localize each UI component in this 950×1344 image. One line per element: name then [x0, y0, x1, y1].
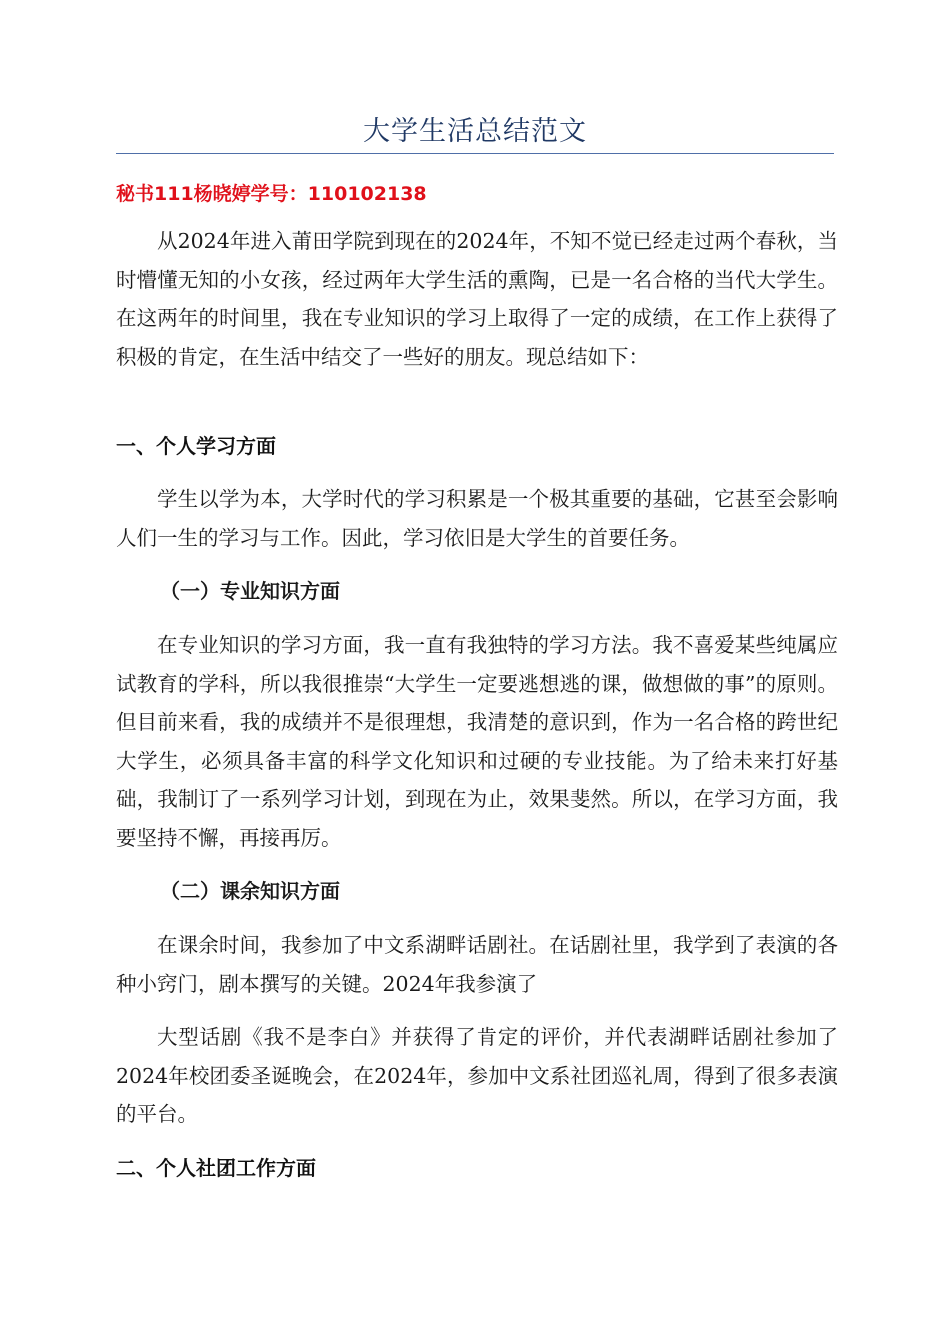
intro-paragraph: 从2024年进入莆田学院到现在的2024年，不知不觉已经走过两个春秋，当时懵懂无知的小女孩，经过两年大学生活的熏陶，已是一名合格的当代大学生。在这两年的时间里，我在专业知识的学习上取得了一定的成绩，在工作上获得了积极的肯定，在生活中结交了一些好的朋友。现总结如下： [116, 229, 838, 369]
subheading-professional: （一）专业知识方面 [160, 579, 340, 603]
document-title: 大学生活总结范文 [363, 116, 587, 147]
subheading-extracurricular: （二）课余知识方面 [160, 879, 340, 903]
professional-paragraph: 在专业知识的学习方面，我一直有我独特的学习方法。我不喜爱某些纯属应试教育的学科，所以我很推崇“大学生一定要逃想逃的课，做想做的事”的原则。但目前来看，我的成绩并不是很理想，我清楚的意识到，作为一名合格的跨世纪大学生，必须具备丰富的科学文化知识和过硬的专业技能。为了给未来打好基础，我制订了一系列学习计划，到现在为止，效果斐然。所以，在学习方面，我要坚持不懈，再接再厉。 [116, 633, 838, 850]
title-underline [116, 153, 834, 154]
section-heading-study: 一、个人学习方面 [116, 434, 276, 458]
author-line: 秘书111杨晓婷学号：110102138 [116, 183, 427, 205]
section-heading-club: 二、个人社团工作方面 [116, 1156, 316, 1180]
extracurricular-paragraph-2: 大型话剧《我不是李白》并获得了肯定的评价，并代表湖畔话剧社参加了2024年校团委圣诞晚会，在2024年，参加中文系社团巡礼周，得到了很多表演的平台。 [116, 1025, 838, 1126]
extracurricular-paragraph-1: 在课余时间，我参加了中文系湖畔话剧社。在话剧社里，我学到了表演的各种小窍门，剧本撰写的关键。2024年我参演了 [116, 933, 838, 996]
study-paragraph: 学生以学为本，大学时代的学习积累是一个极其重要的基础，它甚至会影响人们一生的学习与工作。因此，学习依旧是大学生的首要任务。 [116, 487, 838, 550]
